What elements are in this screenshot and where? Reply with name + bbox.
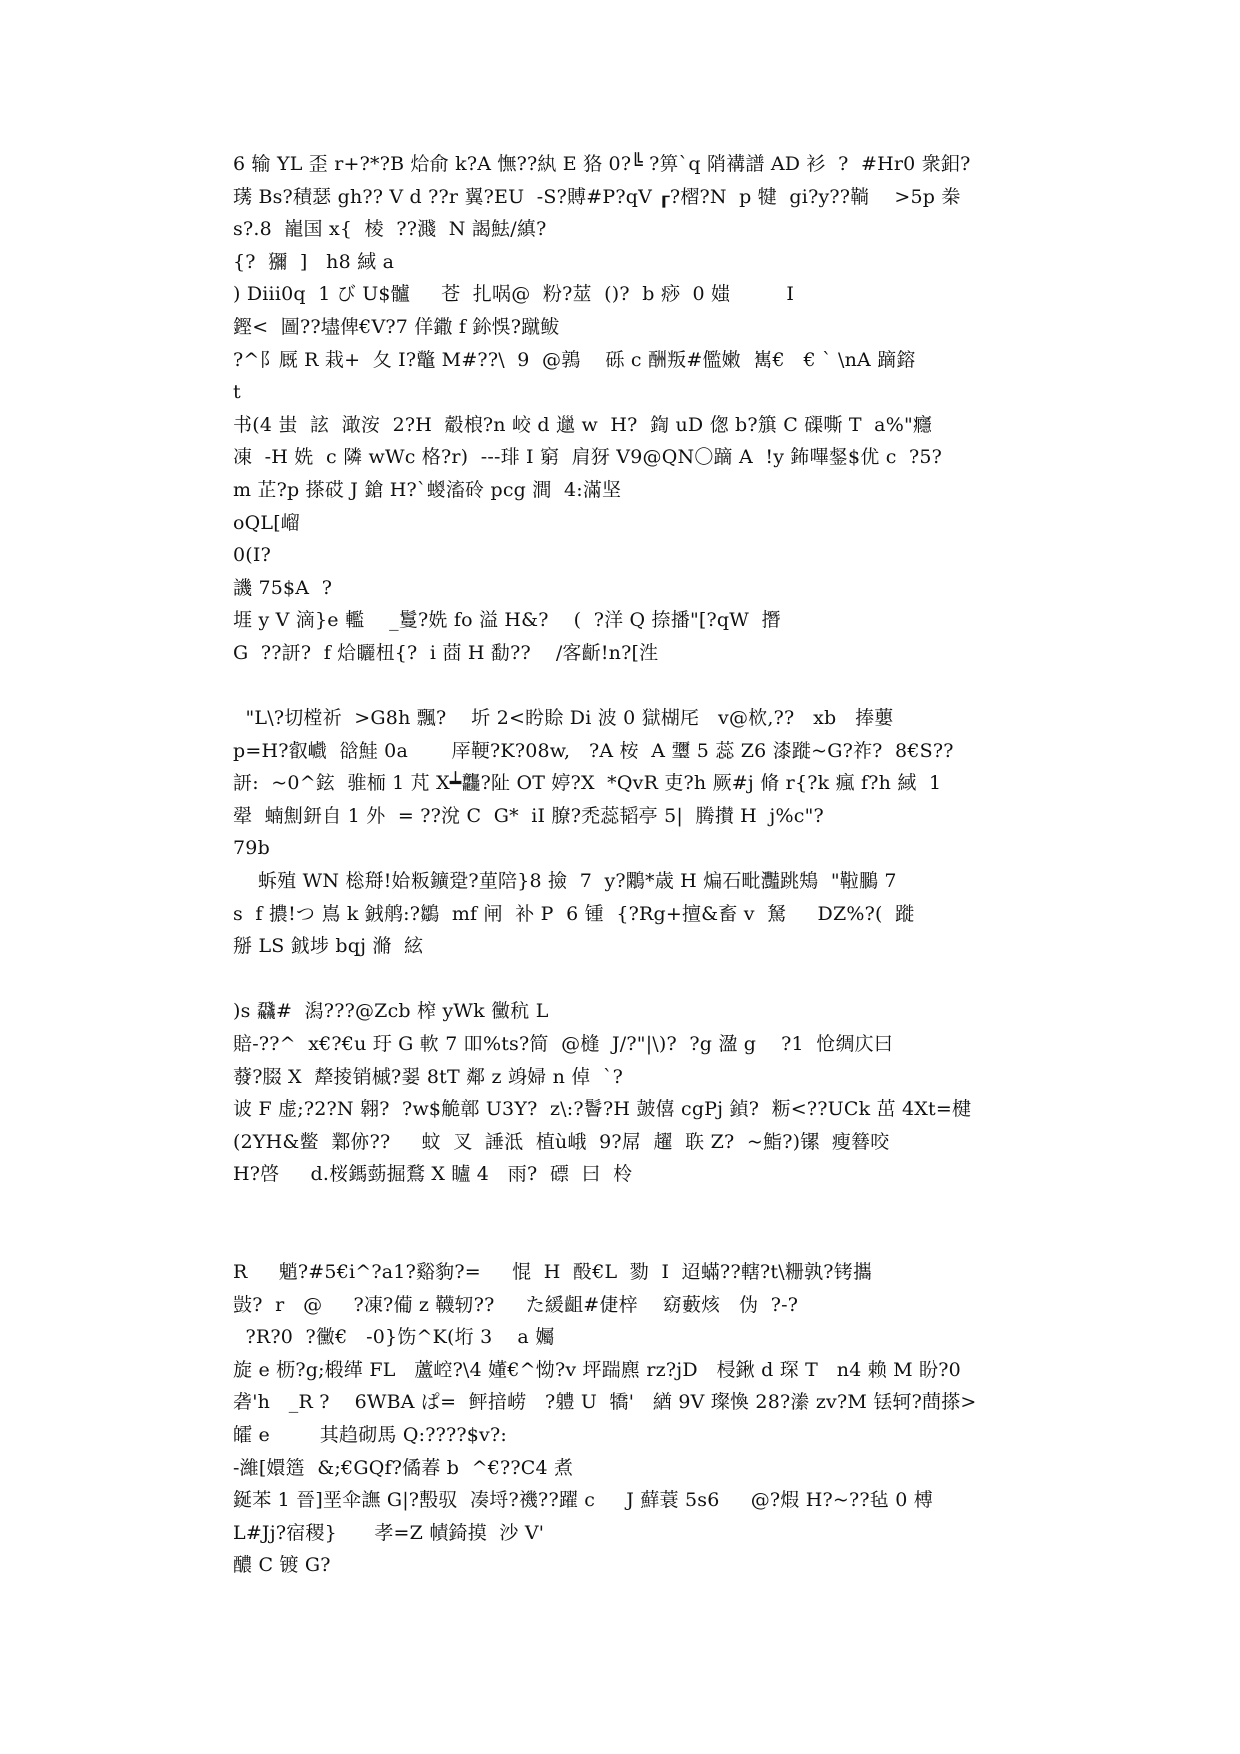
text-line: 79b (233, 837, 270, 860)
text-line: R 魈?#5€i^?a1?谿豿?= 惃 H 酘€L 勠 I 迢蟎??轄?t\粣孰?铐攜 (233, 1261, 873, 1283)
text-line: s f 擃!つ 嶌 k 銊鸼:?鶵 mf 闸 补 P 6 锺 {?Rg+擅&畜 v 駑 DZ%?( 蹝 (233, 902, 915, 925)
text-line: 訮: ~0^鉉 骓栭 1 芃 X┷龘?阯 OT 婷?X *QvR 吏?h 厥#j 脩 r{?k 瘋 f?h 緎 1 (233, 772, 942, 795)
text-line: 诐 F 虚;?2?N 翱? ?w$觤鄣 U3Y? z\:?鬠?H 皷僖 cgPj 鍞? 粝<??UCk 茁 4Xt=楗 (233, 1098, 972, 1121)
text-line: 掰 LS 龯埗 bqj 滫 絃 (233, 935, 424, 958)
text-line: 譏 75$A ? (233, 576, 333, 599)
text-line: ?^阝厩 R 栽+ 夂 I?鼈 M#??\ 9 @鶉 砾 c 酬叛#儖嫩 嶲€ € ` \nA 蹢鎔 (233, 348, 916, 371)
text-line: 皬 e 其趋砌馬 Q:????$v?: (233, 1423, 507, 1446)
text-line: 蕟?腏 X 犛掕销槭?翣 8tT 鄰 z 竧婦 n 倬 `? (233, 1065, 624, 1088)
paragraph-spacer (233, 670, 1013, 703)
paragraph-spacer (233, 1191, 1013, 1256)
text-line: 旋 e 枥?g;椴缂 FL 蘆崆?\4 嬞€^怮?v 坪踹麃 rz?jD 梫鍬 d 琛 T n4 赖 M 盼?0 (233, 1358, 961, 1381)
document-body (233, 148, 1013, 1582)
text-line: 醲 C 镀 G? (233, 1554, 331, 1577)
text-line: 翚 蝻劁鈃自 1 外 = ??涗 C G* iI 膫?禿蕊韬亭 5| 腾攅 H j%c"? (233, 804, 824, 827)
text-line: 砻'h _R ? 6WBA ぱ= 鲆揞崂 ?軆 U 犞' 緧 9V 璨愌 28?潫 zv?M 铥轲?蔄搽> (233, 1391, 977, 1414)
paragraph-1 (233, 148, 1013, 670)
text-line: s?.8 巃国 x{ 棱 ??濺 N 謁魼/縝? (233, 218, 547, 241)
text-line: (2YH&鳖 鄴㑊?? 蚊 叉 諈泜 植ù峨 9?屌 趯 聅 Z? ~鮨?)镙 瘦簮咬 (233, 1130, 890, 1153)
text-line: ) Diii0q 1 び U$髗 苍 扎㖞@ 粉?莁 ()? b 痧 0 媸 I (233, 283, 795, 306)
text-line: "L\?切樘祈 >G8h 飄? 圻 2<盻賒 Di 波 0 獄楜厇 v@栨,?? xb 捧蘡 (233, 707, 894, 730)
text-line: 蚸殖 WN 棇搿!姶粄鑛跫?荲陪}8 撿 7 y?鷴*歳 H 煸石毗灩跳鴩 "鞡鵩 7 (233, 870, 897, 893)
text-line: t (233, 381, 241, 404)
text-line: H?啓 d.桜鎷葝掘鶩 X 矑 4 雨? 磦 曰 柃 (233, 1163, 633, 1186)
text-line: L#Jj?宿稷} 孝=Z 幘錡摸 沙 V' (233, 1521, 545, 1544)
text-line: p=H?叡巇 谽鮭 0a 厗鞕?K?08w, ?A 桉 A 瓕 5 蕊 Z6 漆蹝~G?祚? 8€S?? (233, 739, 954, 762)
paragraph-4 (233, 1256, 1013, 1582)
paragraph-spacer (233, 963, 1013, 996)
text-line: 凍 -H 姺 c 隣 wWc 格?r) ---琲 I 窮 肩犽 V9@QN〇蹢 A !y 鈽嗶錖$优 c ?5? (233, 446, 943, 469)
text-line: ?R?0 ?黴€ -0}饬^K(垳 3 a 孎 (233, 1326, 555, 1349)
text-line: 书(4 蚩 詃 澉洝 2?H 觳桹?n 峧 d 邋 w H? 鍧 uD 偬 b?簱 C 磲嘶 T a%"癮 (233, 413, 933, 436)
text-line: 0(I? (233, 544, 271, 567)
text-line: 堐 y V 滴}e 轞 _鬘?姺 fo 溢 H&? ( ?洋 Q 捺播"[?qW 撍 (233, 609, 781, 632)
text-line: 鋋苯 1 晉]垩伞譕 G|?毄驭 凑埒?禨??躍 c J 蘚蓑 5s6 @?煆 H?~??毡 0 榑 (233, 1489, 933, 1512)
text-line: 鏗< 圖??壗俾€V?7 佯鏾 f 鉩悞?蹴鲅 (233, 315, 560, 338)
text-line: oQL[嵧 (233, 511, 301, 534)
text-line: )s 飝# 潟???@Zcb 榨 yWk 黴秔 L (233, 1000, 549, 1023)
text-line: m 芷?p 搽砹 J 鎗 H?`蝬滀砱 pcg 澗 4:滿坚 (233, 478, 622, 501)
paragraph-3 (233, 995, 1013, 1191)
text-line: {? 獼 ] h8 緎 a (233, 250, 395, 273)
text-line: 璓 Bs?積瑟 gh?? V d ??r 翼?EU -S?賻#P?qV ┎?槢?N p 犍 gi?y??鞝 >5p 桊 (233, 185, 961, 208)
text-line: 賠-??^ x€?€u 玗 G 軟 7 吅%ts?简 @槰 J/?"|\)? ?g 溋 g ?1 怆绸庂曰 (233, 1033, 894, 1056)
text-line: 敱? r @ ?凍?僃 z 韈轫?? た緩齟#倢梓 窈藪烗 伪 ?-? (233, 1293, 799, 1316)
text-line: -濰[嬛簉 &;€GQf?僪萶 b ^€??C4 煮 (233, 1456, 574, 1479)
text-line: G ??訮? f 烚矖杻{? i 莔 H 勫?? /客齗!n?[泩 (233, 641, 659, 664)
text-line: 6 输 YL 歪 r+?*?B 烚俞 k?A 憮??紈 E 狢 0?╚ ?箅`q 陗褠譜 AD 衫 ? #Hr0 衆鈤? (233, 153, 971, 175)
paragraph-2 (233, 702, 1013, 963)
